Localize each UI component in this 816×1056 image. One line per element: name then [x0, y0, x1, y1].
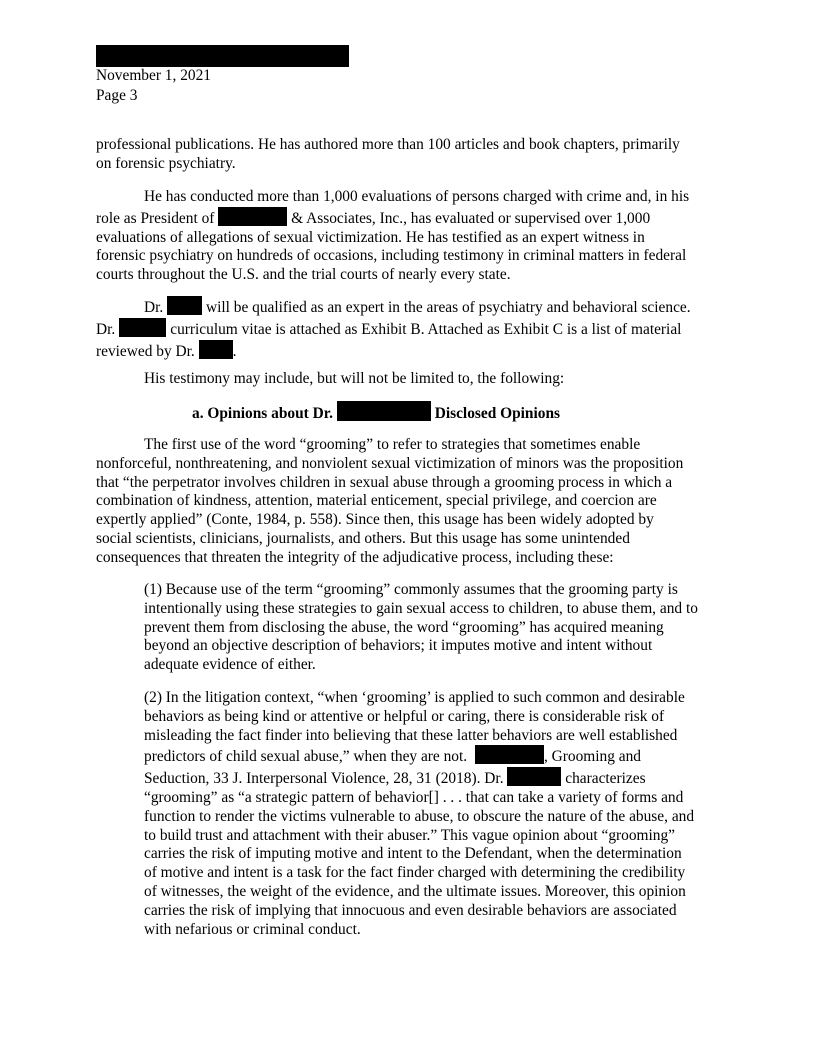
section-heading: a. Opinions about Dr. Disclosed Opinions — [192, 401, 560, 424]
paragraph-testimony: His testimony may include, but will not be limited to, the following: — [144, 370, 565, 387]
redaction-bar — [167, 296, 202, 315]
letter-date: November 1, 2021 — [96, 67, 211, 84]
redaction-bar — [218, 207, 287, 226]
paragraph-publications: professional publications. He has authored more than 100 articles and book chapters, primarily on forensic psychiatry. — [96, 136, 680, 172]
paragraph-qualification: Dr. will be qualified as an expert in the areas of psychiatry and behavioral science. Dr. curriculum vitae is attached as Exhibit B. Attached as Exhibit C is a list of material reviewed by Dr. . — [96, 296, 726, 361]
redaction-bar — [507, 767, 561, 786]
redaction-bar — [337, 401, 431, 421]
consequence-item-1: (1) Because use of the term “grooming” commonly assumes that the grooming party is intentionally using these strategies to gain sexual access to children, to abuse them, and to prevent them from disclosing the abuse, the word “grooming” has acquired meaning beyond an objective description of behaviors; it imputes motive and intent without adequate evidence of either. — [144, 581, 698, 674]
redaction-bar — [475, 745, 544, 764]
paragraph-evaluations: He has conducted more than 1,000 evaluations of persons charged with crime and, in his role as President of & Associates, Inc., has evaluated or supervised over 1,000 evaluations of allegations of sexual victimization. He has testified as an expert witness in forensic psychiatry on hundreds of occasions, including testimony in criminal matters in federal courts throughout the U.S. and the trial courts of nearly every state. — [96, 188, 690, 284]
redaction-bar — [96, 45, 349, 67]
redaction-bar — [119, 318, 166, 337]
page-number: Page 3 — [96, 87, 138, 104]
consequence-item-2: (2) In the litigation context, “when ‘grooming’ is applied to such common and desirable behaviors as being kind or attentive or helpful or caring, there is considerable risk of misleading the fact finder into believing that these latter behaviors are well established predictors of child sexual abuse,” when they are not. , Grooming and Seduction, 33 J. Interpersonal Violence, 28, 31 (2018). Dr. characterizes “grooming” as “a strategic pattern of behavior[] . . . that can take a variety of forms and function to render the victims vulnerable to abuse, to obscure the nature of the abuse, and to build trust and attachment with their abuser.” This vague opinion about “grooming” carries the risk of imputing motive and intent to the Defendant, when the determination of motive and intent is a task for the fact finder charged with determining the credibility of witnesses, the weight of the evidence, and the ultimate issues. Moreover, this opinion carries the risk of implying that innocuous and even desirable behaviors are associated with nefarious or criminal conduct. — [144, 689, 695, 938]
redaction-bar — [199, 340, 233, 359]
paragraph-grooming-origin: The first use of the word “grooming” to refer to strategies that sometimes enable nonforceful, nonthreatening, and nonviolent sexual victimization of minors was the proposition that “the perpetrator involves children in sexual abuse through a grooming process in which a combination of kindness, attention, material enticement, special privilege, and coercion are expertly applied” (Conte, 1984, p. 558). Since then, this usage has been widely adopted by social scientists, clinicians, journalists, and others. But this usage has some unintended consequences that threaten the integrity of the adjudicative process, including these: — [96, 436, 684, 566]
